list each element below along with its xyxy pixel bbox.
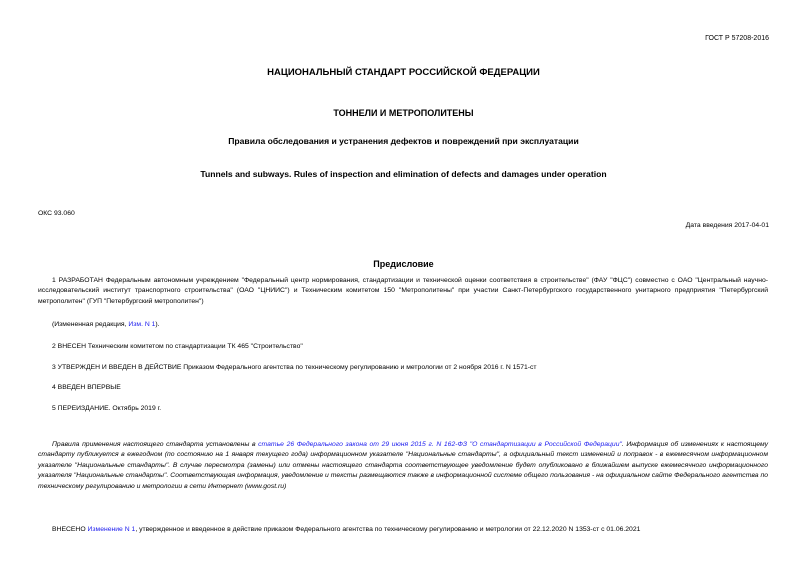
edit-note-prefix: (Измененная редакция, xyxy=(52,321,129,328)
preface-item-1: 1 РАЗРАБОТАН Федеральным автономным учреждением "Федеральный центр нормирования, стандартизации и технической оценки соответствия в строительстве" (ФАУ "ФЦС") совместно с ОАО "Центральный научно-исследовательский институт транспортного строительства" (ОАО "ЦНИИС") и Техническим комитетом 150 "Метрополитены" при участии Санкт-Петербургского государственного унитарного предприятия "Петербургский метрополитен" (ГУП "Петербургский метрополитен") xyxy=(38,277,768,305)
edit-note xyxy=(52,320,782,330)
preface-item-5: 5 ПЕРЕИЗДАНИЕ. Октябрь 2019 г. xyxy=(52,405,162,412)
rules-prefix: Правила применения настоящего стандарта установлены в xyxy=(52,441,259,448)
introduction-date: Дата введения 2017-04-01 xyxy=(685,222,769,229)
rules-suffix: . Информация об изменениях к настоящему стандарту публикуется в ежегодном (по состоянию на 1 января текущего года) информационном указателе "Национальные стандарты", а официальный текст изменений и поправок - в ежемесячном информационном указателе "Национальные стандарты". В случае пересмотра (замены) или отмены настоящего стандарта соответствующее уведомление будет опубликовано в ближайшем выпуске ежемесячного информационного указателя "Национальные стандарты". Соответствующая информация, уведомление и тексты размещаются также в информационной системе общего пользования - на официальном сайте Федерального агентства по техническому регулированию и метрологии в сети Интернет (www.gost.ru) xyxy=(38,441,770,490)
document-title: ТОННЕЛИ И МЕТРОПОЛИТЕНЫ xyxy=(333,108,474,118)
federal-law-link[interactable]: статье 26 Федерального закона от 29 июня 2015 г. N 162-ФЗ "О стандартизации в Российской Федерации" xyxy=(258,441,622,448)
amendment-note xyxy=(52,525,782,535)
english-title: Tunnels and subways. Rules of inspection and elimination of defects and damages under operation xyxy=(200,169,607,179)
amendment-link-short[interactable]: Изм. N 1 xyxy=(128,321,156,328)
document-subtitle: Правила обследования и устранения дефектов и повреждений при эксплуатации xyxy=(228,136,579,146)
gost-code: ГОСТ Р 57208-2016 xyxy=(705,35,769,42)
application-rules-paragraph xyxy=(38,440,768,492)
preface-item-4: 4 ВВЕДЕН ВПЕРВЫЕ xyxy=(52,384,121,391)
edit-note-suffix: ). xyxy=(155,321,160,328)
amendment-link[interactable]: Изменение N 1 xyxy=(87,526,136,533)
preface-item-3: 3 УТВЕРЖДЕН И ВВЕДЕН В ДЕЙСТВИЕ Приказом Федерального агентства по техническому регулированию и метрологии от 2 ноября 2016 г. N 1571-ст xyxy=(52,364,537,371)
amendment-note-suffix: , утвержденное и введенное в действие приказом Федерального агентства по техническому регулированию и метрологии от 22.12.2020 N 1353-ст с 01.06.2021 xyxy=(135,526,641,533)
national-standard-heading: НАЦИОНАЛЬНЫЙ СТАНДАРТ РОССИЙСКОЙ ФЕДЕРАЦИИ xyxy=(267,67,540,78)
preface-item-2: 2 ВНЕСЕН Техническим комитетом по стандартизации ТК 465 "Строительство" xyxy=(52,343,303,350)
oks-code: ОКС 93.060 xyxy=(38,210,75,217)
preface-heading: Предисловие xyxy=(373,259,434,269)
amendment-note-prefix: ВНЕСЕНО xyxy=(52,526,88,533)
